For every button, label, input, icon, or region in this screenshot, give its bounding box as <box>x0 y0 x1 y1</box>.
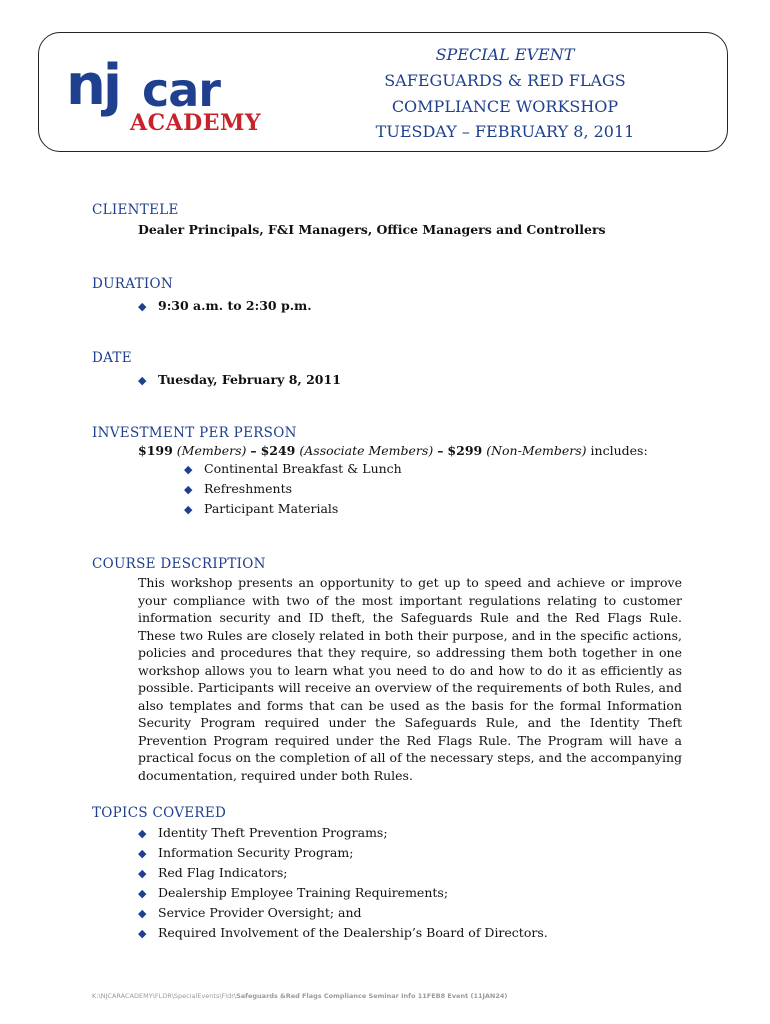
diamond-bullet-icon: ◆ <box>138 927 147 940</box>
diamond-bullet-icon: ◆ <box>138 887 147 900</box>
list-item: ◆ Red Flag Indicators; <box>138 863 692 883</box>
list-item: ◆ Information Security Program; <box>138 843 692 863</box>
logo-academy-text: ACADEMY <box>130 110 262 136</box>
duration-heading: DURATION <box>92 276 173 292</box>
logo-nj-text: nj <box>66 53 120 118</box>
footer-filename: Safeguards &Red Flags Compliance Seminar Info 11FEB8 Event (11JAN24) <box>236 992 508 1000</box>
clientele-section <box>92 202 692 237</box>
list-item: ◆ Participant Materials <box>184 499 692 519</box>
diamond-bullet-icon: ◆ <box>138 827 147 840</box>
includes-list <box>184 459 692 519</box>
duration-list <box>138 296 692 316</box>
price-dash: – <box>250 443 257 458</box>
diamond-bullet-icon: ◆ <box>138 374 147 387</box>
topics-section <box>92 805 692 943</box>
list-item: ◆ Identity Theft Prevention Programs; <box>138 823 692 843</box>
list-item: ◆ Refreshments <box>184 479 692 499</box>
diamond-bullet-icon: ◆ <box>184 483 193 496</box>
clientele-heading: CLIENTELE <box>92 202 179 218</box>
diamond-bullet-icon: ◆ <box>184 463 193 476</box>
logo-car-text: car <box>142 63 220 117</box>
date-list <box>138 370 692 390</box>
date-heading: DATE <box>92 350 132 366</box>
topics-list <box>138 823 692 943</box>
course-heading: COURSE DESCRIPTION <box>92 556 266 572</box>
diamond-bullet-icon: ◆ <box>138 867 147 880</box>
list-item: ◆ Tuesday, February 8, 2011 <box>138 370 692 390</box>
price-members: $199 <box>138 443 173 458</box>
list-item: ◆ Required Involvement of the Dealership’s Board of Directors. <box>138 923 692 943</box>
price-dash: – <box>437 443 444 458</box>
topics-heading: TOPICS COVERED <box>92 805 227 821</box>
event-date-heading: TUESDAY – FEBRUARY 8, 2011 <box>375 122 635 141</box>
event-title-line2: COMPLIANCE WORKSHOP <box>391 97 619 116</box>
event-title-line1: SAFEGUARDS & RED FLAGS <box>384 71 626 90</box>
price-nonmembers: $299 <box>447 443 483 458</box>
diamond-bullet-icon: ◆ <box>138 300 147 313</box>
list-item: ◆ Service Provider Oversight; and <box>138 903 692 923</box>
list-item: ◆ 9:30 a.m. to 2:30 p.m. <box>138 296 692 316</box>
list-item: ◆ Continental Breakfast & Lunch <box>184 459 692 479</box>
event-type: SPECIAL EVENT <box>435 45 575 64</box>
label-members: (Members) <box>176 443 247 458</box>
course-section <box>92 556 692 784</box>
diamond-bullet-icon: ◆ <box>138 907 147 920</box>
label-nonmembers: (Non-Members) <box>486 443 587 458</box>
diamond-bullet-icon: ◆ <box>184 503 193 516</box>
includes-text: includes: <box>590 443 648 458</box>
price-line <box>138 443 692 458</box>
footer-path: K:\NJCARACADEMY\FLDR\SpecialEvents\Fldr\ <box>92 992 237 1000</box>
duration-section <box>92 276 692 316</box>
price-associate: $249 <box>260 443 296 458</box>
investment-section <box>92 425 692 519</box>
investment-heading: INVESTMENT PER PERSON <box>92 425 297 441</box>
footer-file-path <box>92 992 507 1000</box>
list-item: ◆ Dealership Employee Training Requirements; <box>138 883 692 903</box>
date-section <box>92 350 692 390</box>
course-description: This workshop presents an opportunity to get up to speed and achieve or improve your compliance with two of the most important regulations relating to customer information security and ID theft, the Safeguards Rule and the Red Flags Rule. These two Rules are closely related in both their purpose, and in the specific actions, policies and procedures that they require, so addressing them both together in one workshop allows you to learn what you need to do and how to do it as efficiently as possible. Participants will receive an overview of the requirements of both Rules, and also templates and forms that can be used as the basis for the formal Information Security Program required under the Safeguards Rule, and the Identity Theft Prevention Program required under the Red Flags Rule. The Program will have a practical focus on the completion of all of the necessary steps, and the accompanying documentation, required under both Rules. <box>138 575 682 783</box>
njcar-academy-logo <box>66 53 266 138</box>
label-associate: (Associate Members) <box>299 443 434 458</box>
clientele-text: Dealer Principals, F&I Managers, Office Managers and Controllers <box>138 222 606 237</box>
diamond-bullet-icon: ◆ <box>138 847 147 860</box>
